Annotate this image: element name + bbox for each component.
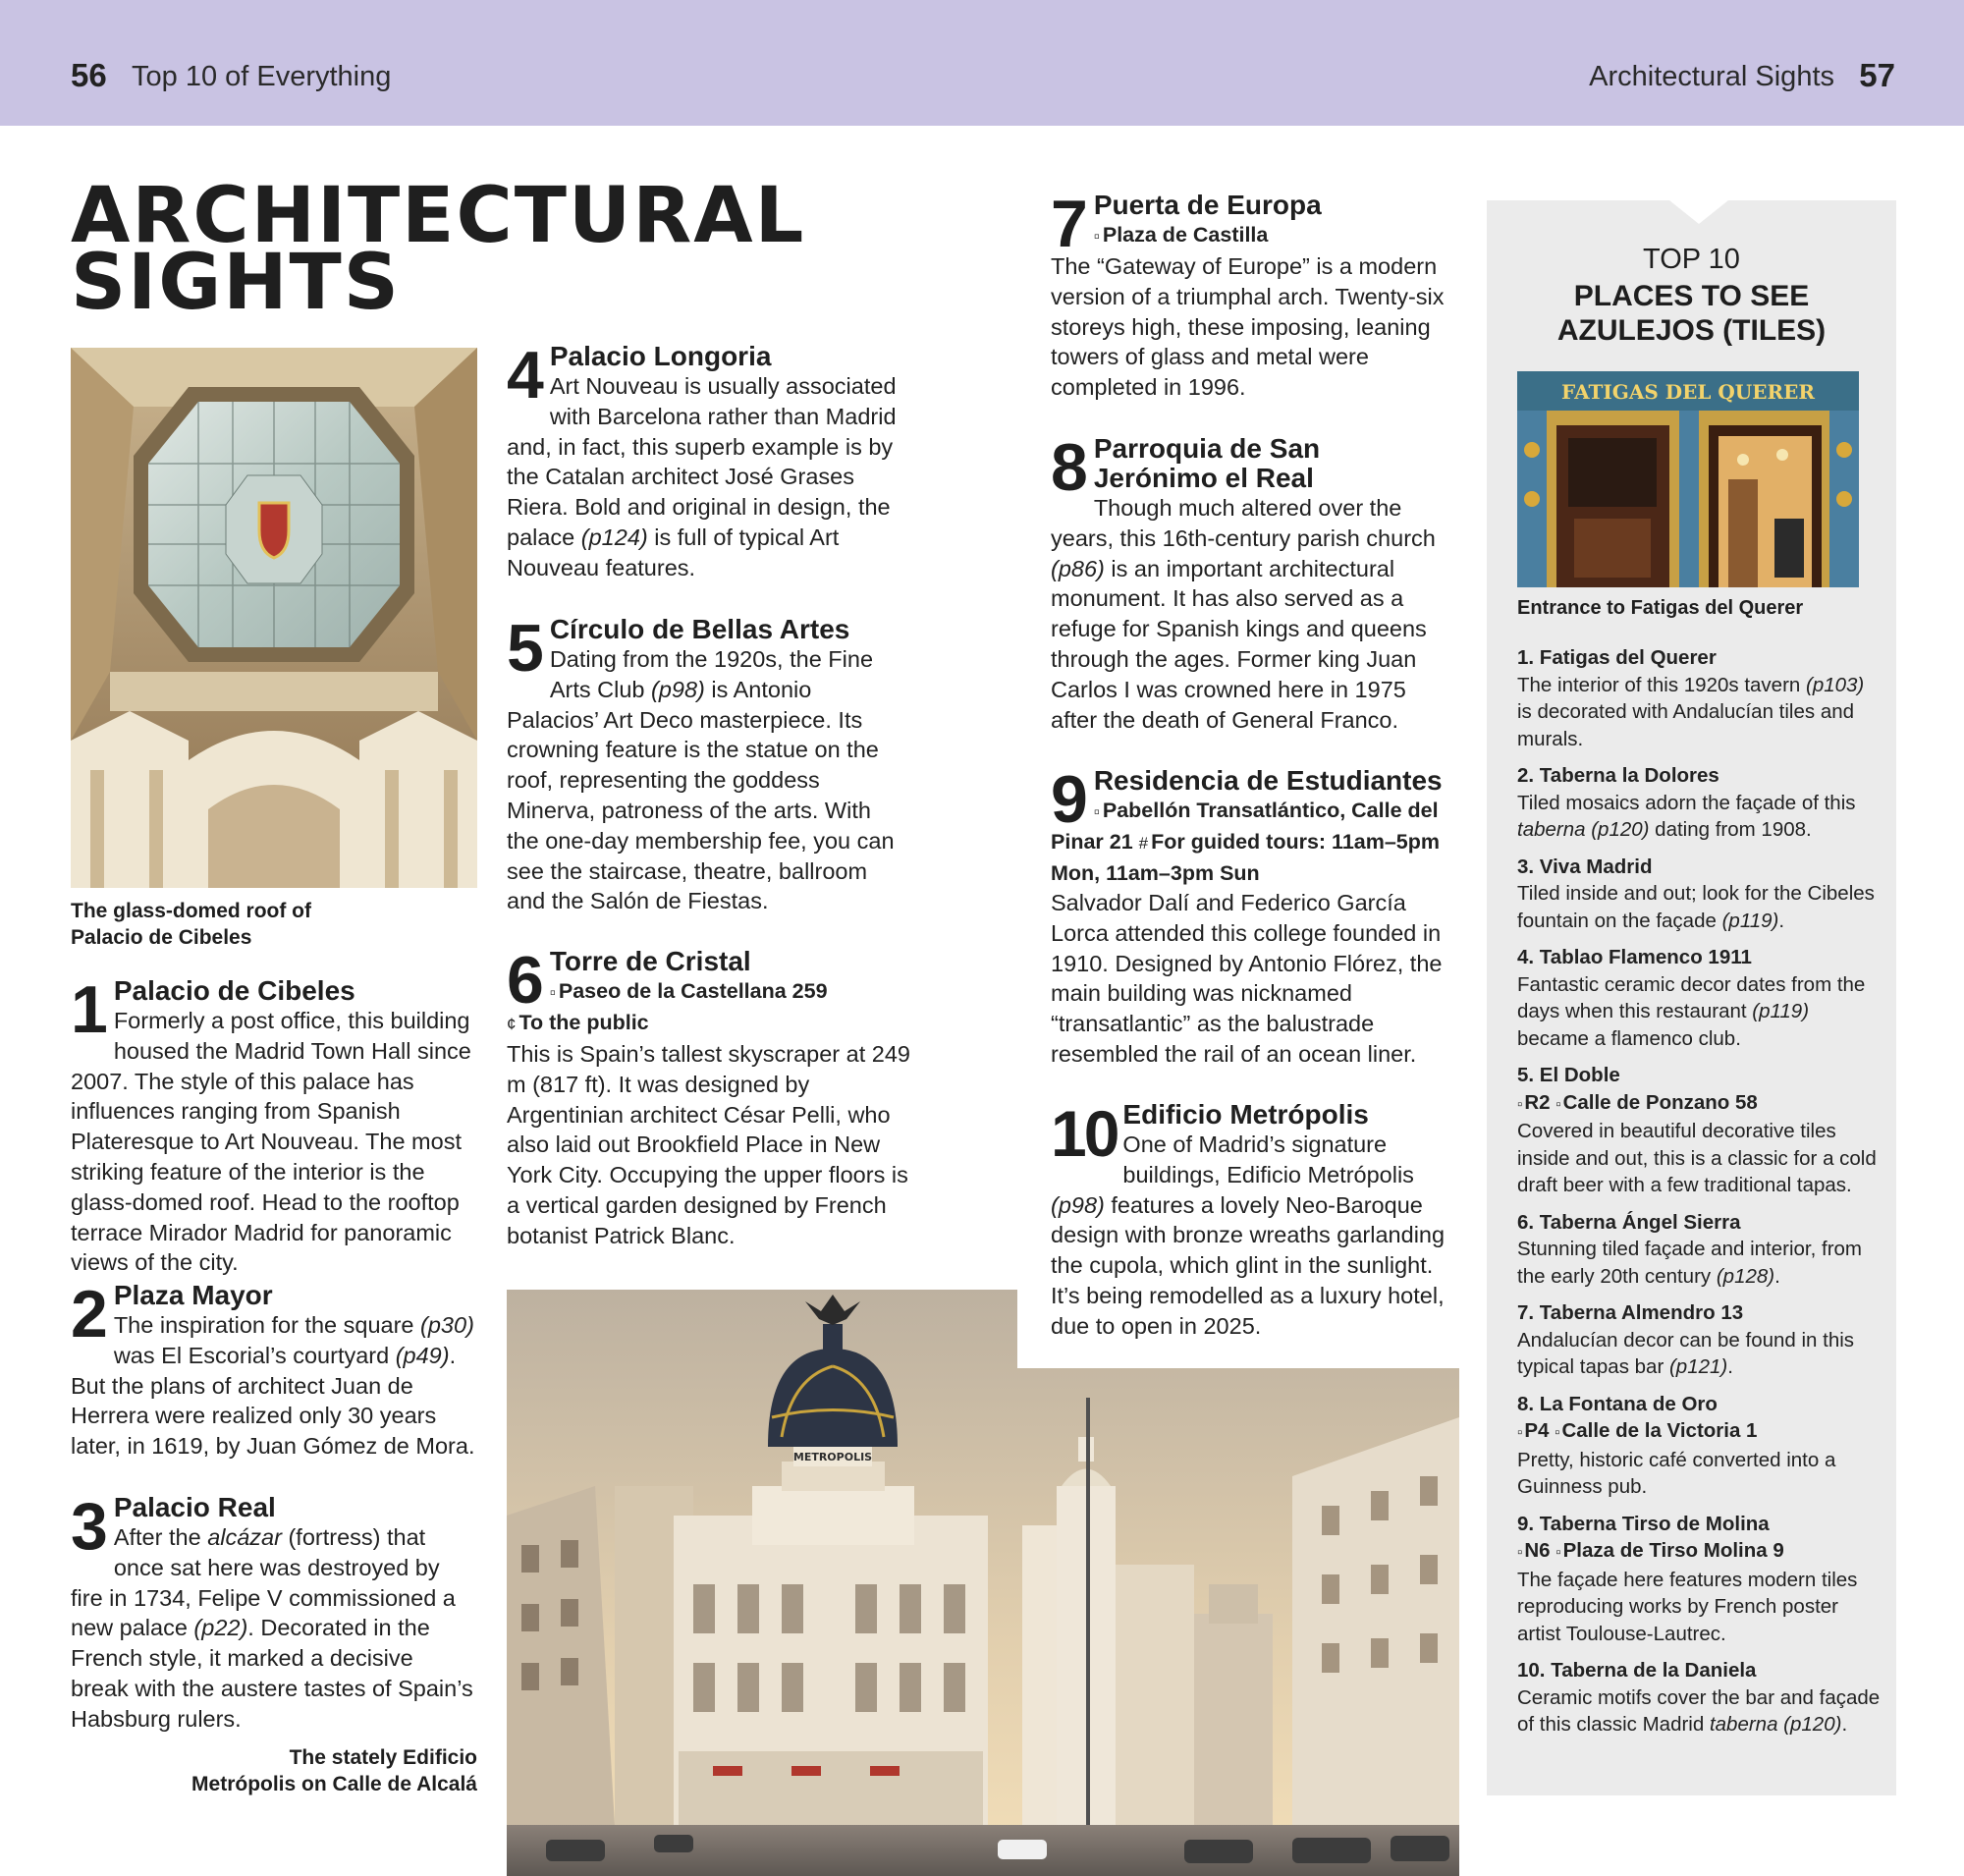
list-item: 5. El Doble ▫R2 ▫Calle de Ponzano 58 Covered in beautiful decorative tiles inside and out, this is a classic for a cold draft beer with a few traditional tapas. bbox=[1517, 1064, 1877, 1196]
entry-title: Residencia de Estudiantes bbox=[1093, 765, 1443, 796]
entry-body: The inspiration for the square (p30) was El Escorial’s courtyard (p49). But the plans of architect Juan de Herrera were realized only 30 years later, in 1619, by Juan Gómez de Mora. bbox=[71, 1312, 475, 1460]
map-ref-icon: ▫ bbox=[1517, 1424, 1523, 1441]
list-item: 7. Taberna Almendro 13 Andalucían decor can be found in this typical tapas bar (p121). bbox=[1517, 1301, 1855, 1378]
entry-body: Formerly a post office, this building housed the Madrid Town Hall since 2007. The style of this palace has influences ranging from Spanish Plateresque to Art Nouveau. The most striking feature of the interior is the glass-domed roof. Head to the rooftop terrace Mirador Madrid for panoramic views of the city. bbox=[71, 1008, 471, 1276]
list-item: 2. Taberna la Dolores Tiled mosaics adorn the façade of this taberna (p120) dating from 1908. bbox=[1517, 764, 1856, 841]
sidebar-list bbox=[1517, 644, 1881, 1738]
entry-title: Torre de Cristal bbox=[549, 946, 751, 976]
list-item: 4. Tablao Flamenco 1911 Fantastic ceramic decor dates from the days when this restaurant (p119) became a flamenco club. bbox=[1517, 946, 1866, 1050]
entry-4-palacio-longoria bbox=[507, 338, 900, 583]
page-title: ARCHITECTURAL SIGHTS bbox=[71, 172, 806, 327]
entry-title: Puerta de Europa bbox=[1093, 190, 1322, 220]
entry-address: ▫ Paseo de la Castellana 259 bbox=[549, 979, 828, 1003]
entry-body: After the alcázar (fortress) that once sat here was destroyed by fire in 1734, Felipe V commissioned a new palace (p22). Decorated in the French style, it marked a decisive break with the austere tastes of Spain’s Habsburg rulers. bbox=[71, 1524, 473, 1732]
entry-number: 10 bbox=[1051, 1097, 1118, 1170]
fatigas-sign: FATIGAS DEL QUERER bbox=[1561, 380, 1815, 404]
entry-body: Though much altered over the years, this 16th-century parish church (p86) is an important architectural monument. It has also served as a refuge for Spanish kings and queens through the ages. Former king Juan Carlos I was crowned here in 1975 after the death of General Franco. bbox=[1051, 495, 1436, 733]
entry-9-residencia-de-estudiantes bbox=[1051, 762, 1463, 1070]
entry-2-plaza-mayor bbox=[71, 1277, 477, 1462]
metropolis-street-photo bbox=[507, 1290, 1459, 1876]
metropolis-sign: METROPOLIS bbox=[792, 1451, 873, 1463]
entry-number: 6 bbox=[507, 943, 544, 1018]
entry-number: 1 bbox=[71, 972, 108, 1047]
entry-address: ▫ Plaza de Castilla bbox=[1093, 223, 1269, 247]
entry-title: Plaza Mayor bbox=[113, 1280, 273, 1310]
right-page-number: 57 bbox=[1859, 57, 1895, 93]
entry-hours: ¢ To the public bbox=[507, 1011, 649, 1034]
entry-3-palacio-real bbox=[71, 1489, 477, 1735]
list-item: 8. La Fontana de Oro ▫P4 ▫Calle de la Victoria 1 Pretty, historic café converted into a Guinness pub. bbox=[1517, 1392, 1836, 1498]
entry-7-puerta-de-europa bbox=[1051, 187, 1453, 403]
entry-title: Palacio Real bbox=[113, 1492, 276, 1522]
cibeles-photo-caption: The glass-domed roof of Palacio de Cibeles bbox=[71, 900, 312, 949]
entry-number: 8 bbox=[1051, 430, 1088, 505]
map-pin-icon: ▫ bbox=[549, 983, 556, 1002]
list-item: 10. Taberna de la Daniela Ceramic motifs cover the bar and façade of this classic Madrid taberna (p120). bbox=[1517, 1659, 1881, 1736]
entry-number: 3 bbox=[71, 1489, 108, 1564]
map-ref-icon: ▫ bbox=[1517, 1544, 1523, 1561]
map-pin-icon: ▫ bbox=[1093, 802, 1100, 821]
list-item: 3. Viva Madrid Tiled inside and out; look for the Cibeles fountain on the façade (p119). bbox=[1517, 855, 1875, 932]
entry-body: The “Gateway of Europe” is a modern version of a triumphal arch. Twenty-six storeys high, these imposing, leaning towers of glass and metal were completed in 1996. bbox=[1051, 253, 1445, 401]
entry-title: Palacio de Cibeles bbox=[113, 975, 355, 1006]
entry-number: 7 bbox=[1051, 187, 1088, 261]
map-pin-icon: ▫ bbox=[1555, 1424, 1560, 1441]
entry-title: Edificio Metrópolis bbox=[1122, 1099, 1369, 1130]
left-page-number: 56 bbox=[71, 57, 107, 93]
entry-number: 9 bbox=[1051, 762, 1088, 837]
entry-number: 2 bbox=[71, 1277, 108, 1352]
entry-1-palacio-de-cibeles bbox=[71, 972, 477, 1278]
left-section-title: Top 10 of Everything bbox=[132, 61, 392, 92]
sidebar-notch bbox=[1669, 200, 1728, 224]
entry-8-parroquia-de-san-jeronimo bbox=[1051, 430, 1453, 735]
right-section-title: Architectural Sights bbox=[1589, 61, 1834, 92]
entry-body: Art Nouveau is usually associated with Barcelona rather than Madrid and, in fact, this superb example is by the Catalan architect José Grases Riera. Bold and original in design, the palace (p124) is full of typical Art Nouveau features. bbox=[507, 373, 897, 580]
list-item: 6. Taberna Ángel Sierra Stunning tiled façade and interior, from the early 20th century (p128). bbox=[1517, 1210, 1862, 1288]
entry-title: Palacio Longoria bbox=[549, 341, 772, 371]
cibeles-dome-photo bbox=[71, 348, 477, 888]
map-pin-icon: ▫ bbox=[1555, 1095, 1561, 1113]
fatigas-entrance-photo bbox=[1517, 371, 1859, 587]
entry-body: Dating from the 1920s, the Fine Arts Club (p98) is Antonio Palacios’ Art Deco masterpiece. Its crowning feature is the statue on the roof, representing the goddess Minerva, patroness of the arts. With the one-day membership fee, you can see the staircase, theatre, ballroom and the Salón de Fiestas. bbox=[507, 646, 895, 914]
metropolis-photo-caption: The stately Edificio Metrópolis on Calle de Alcalá bbox=[191, 1746, 477, 1795]
list-item: 1. Fatigas del Querer The interior of this 1920s tavern (p103) is decorated with Andalucían tiles and murals. bbox=[1517, 646, 1865, 750]
entry-number: 4 bbox=[507, 338, 544, 413]
list-item: 9. Taberna Tirso de Molina ▫N6 ▫Plaza de Tirso Molina 9 The façade here features modern tiles reproducing works by French poster artist Toulouse-Lautrec. bbox=[1517, 1512, 1858, 1645]
map-pin-icon: ▫ bbox=[1093, 227, 1100, 246]
closed-icon: ¢ bbox=[507, 1015, 517, 1033]
entry-body: Salvador Dalí and Federico García Lorca attended this college founded in 1910. Designed by Antonio Flórez, the main building was nicknamed “transatlantic” as the balustrade resembled the rail of an ocean liner. bbox=[1051, 890, 1443, 1067]
entry-number: 5 bbox=[507, 611, 544, 686]
entry-10-edificio-metropolis bbox=[1051, 1097, 1453, 1342]
entry-address-hours: ▫ Pabellón Transatlántico, Calle del Pinar 21 # For guided tours: 11am–5pm Mon, 11am–3pm Sun bbox=[1051, 799, 1441, 885]
entry-title: Parroquia de San Jerónimo el Real bbox=[1093, 433, 1321, 493]
entry-6-torre-de-cristal bbox=[507, 943, 917, 1251]
map-ref-icon: ▫ bbox=[1517, 1095, 1523, 1113]
entry-body: This is Spain’s tallest skyscraper at 249 m (817 ft). It was designed by Argentinian architect César Pelli, who also laid out Brookfield Place in New York City. Occupying the upper floors is a vertical garden designed by French botanist Patrick Blanc. bbox=[507, 1041, 910, 1248]
entry-title: Círculo de Bellas Artes bbox=[549, 614, 850, 644]
entry-body: One of Madrid’s signature buildings, Edificio Metrópolis (p98) features a lovely Neo-Baroque design with bronze wreaths garlanding the cupola, which glint in the sunlight. It’s being remodelled as a luxury hotel, due to open in 2025. bbox=[1051, 1131, 1446, 1339]
map-pin-icon: ▫ bbox=[1555, 1544, 1561, 1561]
guided-tour-icon: # bbox=[1138, 834, 1149, 853]
fatigas-photo-caption: Entrance to Fatigas del Querer bbox=[1517, 597, 1804, 619]
entry-5-circulo-de-bellas-artes bbox=[507, 611, 900, 916]
